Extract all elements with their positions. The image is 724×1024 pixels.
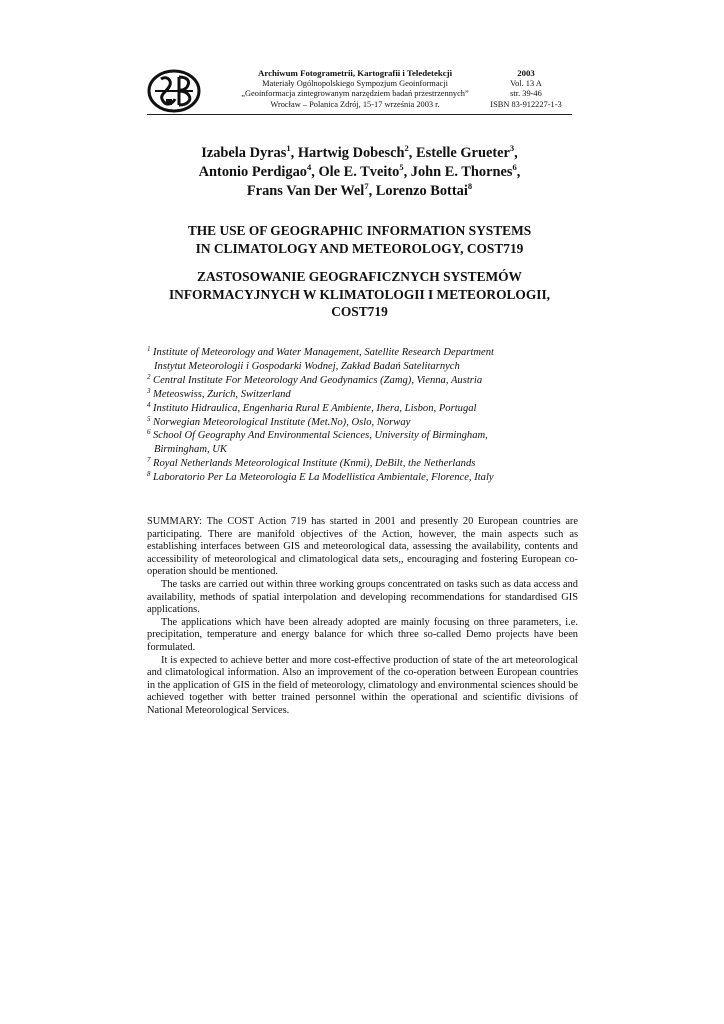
summary-paragraph-4: It is expected to achieve better and more cost-effective production of state of the art meteorological and climatological information. Also an improvement of the co-operation between European countries in the application of GIS in the field of meteorology, climatology and environmental sciences should be achieved together with better trained personnel within the operational and scientific divisions of National Meteorological Services.	[147, 654, 579, 716]
paper-title-english	[147, 222, 572, 257]
author-name: Lorenzo Bottai	[375, 183, 468, 199]
summary-paragraph-1: SUMMARY: The COST Action 719 has started in 2001 and presently 20 European countries are participating. There are manifold objectives of the Action, however, the main aspects such as establishing interfaces between GIS and meteorological data, assessing the availability, contents and accessibility of meteorological and climatological data sets,, encouraging and fostering European co-operation should be mentioned.	[147, 516, 578, 578]
author-separator: ,	[290, 145, 298, 161]
author-name: Ole E. Tveito	[318, 164, 400, 180]
header-center	[205, 68, 505, 110]
affiliation-item: $^6$ School Of Geography And Environmental Sciences, University of Birmingham, Birmingham, UK	[147, 429, 577, 457]
author-separator: ,	[368, 183, 376, 199]
affiliation-list	[147, 346, 577, 485]
header-year: 2003	[517, 68, 535, 78]
author-affil-ref: 1	[286, 143, 291, 153]
author-name: Frans Van Der Wel	[246, 183, 365, 199]
author-name: John E. Thornes	[410, 164, 513, 180]
page-header	[147, 68, 572, 115]
author-affil-ref: 5	[399, 162, 404, 172]
author-affil-ref: 6	[512, 162, 517, 172]
affiliation-text: Instituto Hidraulica, Engenharia Rural E Ambiente, Ihera, Lisbon, Portugal	[153, 402, 477, 414]
title-pl-line-1: ZASTOSOWANIE GEOGRAFICZNYCH SYSTEMÓW	[197, 269, 522, 284]
affiliation-item: $^8$ Laboratorio Per La Meteorologia E La Modellistica Ambientale, Florence, Italy	[147, 470, 494, 484]
affiliation-item: $^5$ Norwegian Meteorological Institute (Met.No), Oslo, Norway	[147, 414, 411, 428]
affiliation-item: $^4$ Instituto Hidraulica, Engenharia Rural E Ambiente, Ihera, Lisbon, Portugal	[147, 400, 477, 414]
header-volume: Vol. 13 A	[510, 78, 542, 88]
author-line-1	[147, 144, 572, 163]
author-name: Hartwig Dobesch	[297, 145, 405, 161]
affiliation-item: $^2$ Central Institute For Meteorology And Geodynamics (Zamg), Vienna, Austria	[147, 372, 483, 386]
title-en-line-1: THE USE OF GEOGRAPHIC INFORMATION SYSTEMS	[187, 223, 532, 238]
affiliation-continuation: Instytut Meteorologii i Gospodarki Wodnej, Zakład Badań Satelitarnych	[154, 360, 460, 372]
affiliation-item: $^1$ Institute of Meteorology and Water Management, Satellite Research Department Instytut Meteorologii i Gospodarki Wodnej, Zakład Badań Satelitarnych	[147, 346, 577, 374]
author-name: Antonio Perdigao	[198, 164, 307, 180]
author-line-2	[147, 163, 572, 182]
affiliation-text: Central Institute For Meteorology And Geodynamics (Zamg), Vienna, Austria	[153, 374, 483, 386]
affiliation-text: Meteoswiss, Zurich, Switzerland	[153, 388, 291, 400]
title-en-line-2: IN CLIMATOLOGY AND METEOROLOGY, COST719	[195, 240, 524, 256]
author-separator: ,	[516, 164, 521, 180]
author-affil-ref: 3	[509, 143, 515, 153]
header-line-2: Materiały Ogólnopolskiego Sympozjum Geoinformacji	[262, 78, 448, 88]
author-separator: ,	[311, 164, 319, 180]
header-line-3: „Geoinformacja zintegrowanym narzędziem badań przestrzennych”	[241, 89, 469, 99]
author-separator: ,	[408, 145, 416, 161]
author-affil-ref: 2	[404, 143, 409, 153]
header-pages: str. 39-46	[510, 89, 542, 99]
affiliation-text: Royal Netherlands Meteorological Institute (Knmi), DeBilt, the Netherlands	[153, 458, 476, 470]
author-affil-ref: 4	[306, 162, 312, 172]
affiliation-continuation: Birmingham, UK	[154, 444, 227, 456]
author-list	[147, 144, 572, 201]
affiliation-item: $^3$ Meteoswiss, Zurich, Switzerland	[147, 386, 291, 400]
affiliation-item: $^7$ Royal Netherlands Meteorological Institute (Knmi), DeBilt, the Netherlands	[147, 456, 476, 470]
header-right	[480, 68, 572, 110]
author-name: Izabela Dyras	[201, 145, 287, 161]
society-logo-icon	[147, 69, 201, 113]
author-name: Estelle Grueter	[416, 145, 510, 161]
header-isbn: ISBN 83-912227-1-3	[490, 99, 562, 109]
author-separator: ,	[514, 145, 518, 161]
summary-paragraph-3: The applications which have been already adopted are mainly focusing on three parameters, i.e. precipitation, temperature and energy balance for which three so-called Demo projects have been formulated.	[147, 616, 578, 653]
summary-paragraph-2: The tasks are carried out within three working groups concentrated on tasks such as data access and availability, methods of spatial interpolation and developing recommendations for standardised GIS applications.	[147, 578, 578, 616]
affiliation-text: Laboratorio Per La Meteorologia E La Modellistica Ambientale, Florence, Italy	[153, 472, 494, 484]
journal-title: Archiwum Fotogrametrii, Kartografii i Teledetekcji	[257, 68, 453, 78]
summary-section	[147, 516, 578, 718]
author-affil-ref: 7	[364, 181, 369, 191]
affiliation-text: School Of Geography And Environmental Sciences, University of Birmingham,	[153, 430, 488, 442]
affiliation-text: Norwegian Meteorological Institute (Met.No), Oslo, Norway	[153, 416, 411, 428]
title-pl-line-3: COST719	[331, 304, 388, 319]
paper-title-polish	[147, 268, 572, 321]
affiliation-text: Institute of Meteorology and Water Management, Satellite Research Department	[153, 347, 494, 358]
author-separator: ,	[403, 164, 411, 180]
author-line-3	[147, 182, 572, 201]
header-line-4: Wrocław – Polanica Zdrój, 15-17 września 2003 r.	[270, 99, 440, 109]
author-affil-ref: 8	[467, 181, 473, 191]
title-pl-line-2: INFORMACYJNYCH W KLIMATOLOGII I METEOROLOGII,	[168, 286, 551, 302]
